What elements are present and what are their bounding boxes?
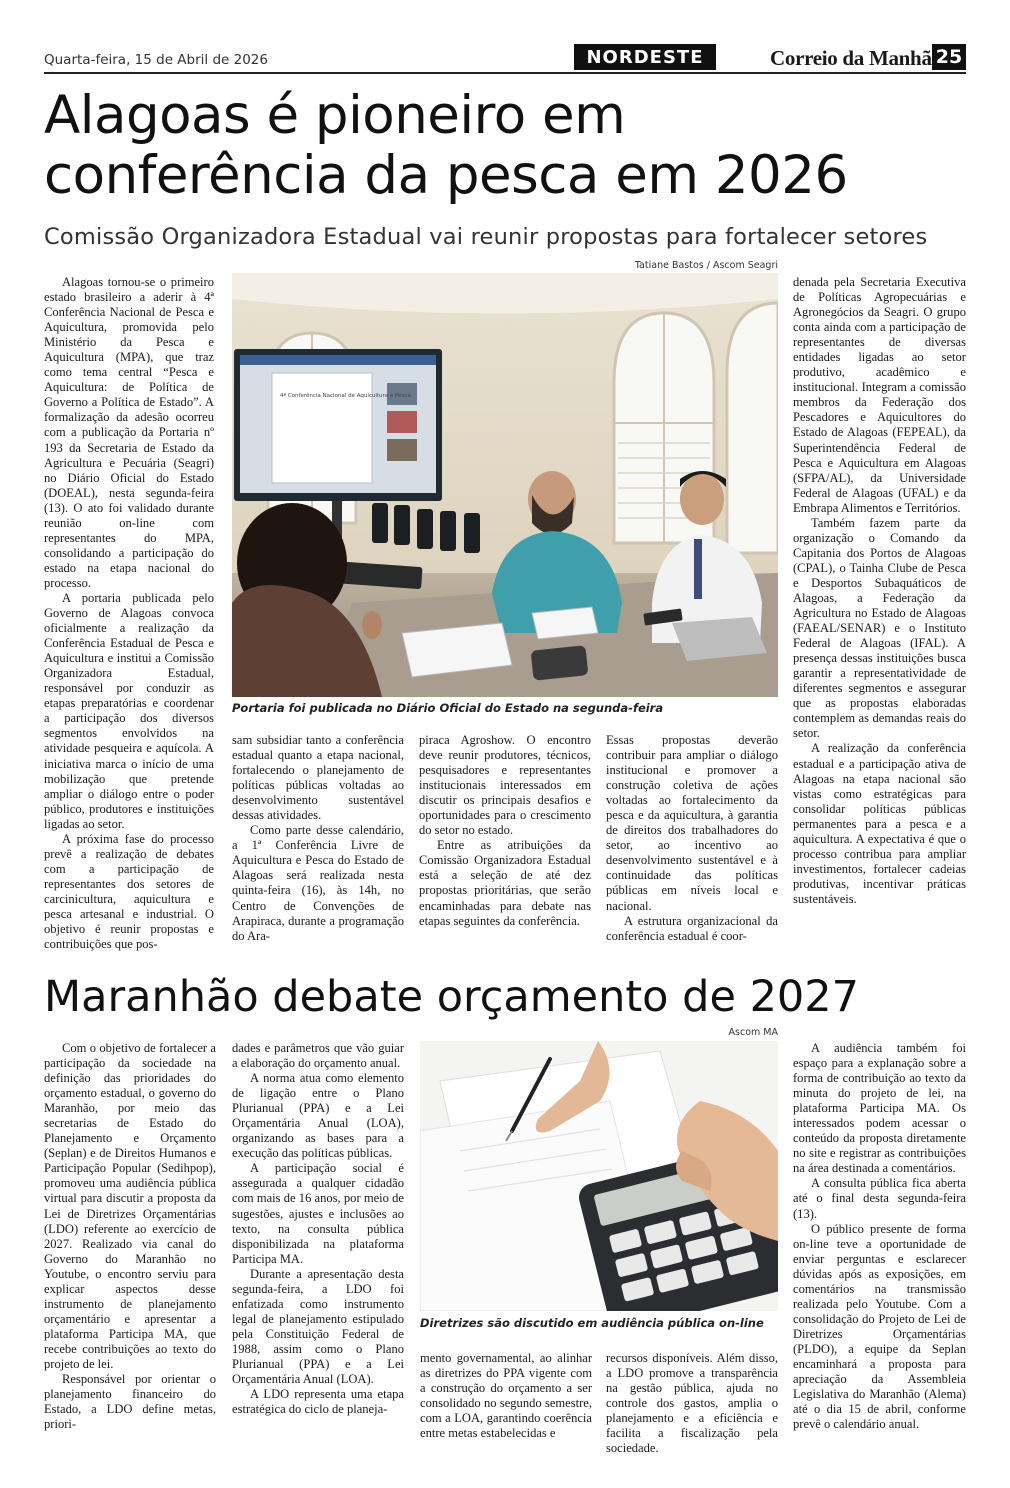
article2-column-4 [606, 1351, 778, 1456]
article2-column-5 [793, 1041, 966, 1432]
paragraph: mento governamental, ao alinhar as diretrizes do PPA vigente com a construção do orçamento a ser consolidado no segundo semestre, com a LOA, garantindo coerência entre metas estabelecidas e [420, 1351, 592, 1441]
paragraph: Também fazem parte da organização o Comando da Capitania dos Portos de Alagoas (CPAL), o Tainha Clube de Pesca e Desportos Subaquáticos de Alagoas, a Federação da Agricultura no Estado de Alagoas (FAEAL/SENAR) e o Instituto Federal de Alagoas (IFAL). A presença dessas instituições busca garantir a representatividade de diferentes segmentos e assegurar que as propostas elaboradas contemplem as demandas reais do setor. [793, 515, 966, 741]
article2-column-2 [232, 1041, 404, 1417]
article1-subtitle: Comissão Organizadora Estadual vai reunir propostas para fortalecer setores [44, 224, 928, 250]
paragraph: Essas propostas deverão contribuir para ampliar o diálogo institucional e promover a construção coletiva de ações voltadas ao fortalecimento da pesca e da aquicultura, à garantia de direitos dos trabalhadores do setor, ao incentivo ao desenvolvimento sustentável e à continuidade das políticas públicas em níveis local e nacional. [606, 733, 778, 913]
header-rule [44, 72, 966, 74]
article2-column-3 [420, 1351, 592, 1441]
monitor-slide-text: 4ª Conferência Nacional de Aquicultura e Pesca [280, 393, 411, 399]
paragraph: Entre as atribuições da Comissão Organizadora Estadual está a seleção de até dez propostas prioritárias, que serão encaminhadas para debate nas etapas seguintes da conferência. [419, 838, 591, 928]
issue-date: Quarta-feira, 15 de Abril de 2026 [44, 52, 268, 68]
article2-photo [420, 1041, 778, 1311]
paragraph: Durante a apresentação desta segunda-feira, a LDO foi enfatizada como instrumento legal de planejamento estipulado pela Constituição Federal de 1988, assim como o Plano Plurianual (PPA) e a Lei Orçamentária Anual (LOA). [232, 1266, 404, 1387]
article1-photo [232, 273, 778, 697]
paragraph: A audiência também foi espaço para a explanação sobre a forma de contribuição ao texto da minuta do projeto de lei, na plataforma Participa MA. Os interessados podem acessar o conteúdo da proposta diretamente no site e registrar as contribuições na área destinada a comentários. [793, 1041, 966, 1176]
paragraph: sam subsidiar tanto a conferência estadual quanto a etapa nacional, fortalecendo o planejamento de políticas públicas voltadas ao desenvolvimento sustentável dessas atividades. [232, 733, 404, 823]
article1-column-3 [419, 733, 591, 929]
paragraph: A LDO representa uma etapa estratégica do ciclo de planeja- [232, 1387, 404, 1417]
article2-headline: Maranhão debate orçamento de 2027 [44, 972, 860, 1022]
paragraph: denada pela Secretaria Executiva de Políticas Agropecuárias e Agronegócios da Seagri. O grupo conta ainda com a participação de representantes de diversas entidades ligadas ao setor produtivo, acadêmico e institucional. Integram a comissão membros da Federação dos Pescadores e Aquicultores do Estado de Alagoas (FEPEAL), da Superintendência Federal de Pesca e Aquicultura em Alagoas (SFPA/AL), da Universidade Federal de Alagoas (UFAL) e da Embrapa Alimentos e Territórios. [793, 275, 966, 515]
article1-column-4 [606, 733, 778, 944]
article1-column-2 [232, 733, 404, 944]
paragraph: piraca Agroshow. O encontro deve reunir produtores, técnicos, pesquisadores e representantes institucionais interessados em discutir os principais desafios e oportunidades para o crescimento do setor no estado. [419, 733, 591, 838]
paragraph: A próxima fase do processo prevê a realização de debates com a participação de representantes dos setores de carcinicultura, aquicultura e pesca artesanal e industrial. O objetivo é reunir propostas e contribuições que pos- [44, 831, 214, 952]
paragraph: recursos disponíveis. Além disso, a LDO promove a transparência na gestão pública, ajuda no controle dos gastos, amplia o planejamento e a eficiência e facilita a fiscalização pela sociedade. [606, 1351, 778, 1456]
paragraph: Responsável por orientar o planejamento financeiro do Estado, a LDO define metas, priori- [44, 1372, 216, 1432]
paragraph: A norma atua como elemento de ligação entre o Plano Plurianual (PPA) e a Lei Orçamentária Anual (LOA), organizando as bases para a execução das políticas públicas. [232, 1071, 404, 1161]
paragraph: O público presente de forma on-line teve a oportunidade de enviar perguntas e esclarecer dúvidas após as exposições, em comentários na transmissão realizada pelo Youtube. Com a consolidação do Projeto de Lei de Diretrizes Orçamentárias (PLDO), a equipe da Seplan encaminhará a proposta para apreciação da Assembleia Legislativa do Maranhão (Alema) até o dia 15 de abril, conforme prevê o calendário anual. [793, 1221, 966, 1432]
paragraph: Com o objetivo de fortalecer a participação da sociedade na definição das prioridades do orçamento estadual, o governo do Maranhão, por meio das secretarias de Estado do Planejamento e Orçamento (Seplan) e de Direitos Humanos e Participação Popular (Sedihpop), promoveu uma audiência pública virtual para discutir a proposta da Lei de Diretrizes Orçamentárias (LDO) referente ao exercício de 2027. Realizado via canal do Governo do Maranhão no Youtube, o encontro serviu para explicar aspectos desse instrumento de planejamento orçamentário e apresentar a plataforma Participa MA, que recebe contribuições ao texto do projeto de lei. [44, 1041, 216, 1371]
article1-photo-caption: Portaria foi publicada no Diário Oficial do Estado na segunda-feira [232, 701, 664, 715]
article1-photo-credit: Tatiane Bastos / Ascom Seagri [634, 260, 778, 271]
article1-column-5 [793, 275, 966, 907]
section-label: NORDESTE [574, 44, 716, 70]
page-number: 25 [932, 44, 966, 70]
article1-headline-line2: conferência da pesca em 2026 [44, 145, 848, 206]
paragraph: A realização da conferência estadual e a participação ativa de Alagoas na etapa nacional são vistas como estratégicas para consolidar políticas públicas permanentes para a pesca e a aquicultura. A expectativa é que o processo contribua para ampliar investimentos, fortalecer cadeias produtivas, incentivar práticas sustentáveis. [793, 741, 966, 906]
article1-headline [44, 86, 974, 206]
paragraph: Alagoas tornou-se o primeiro estado brasileiro a aderir à 4ª Conferência Nacional de Pesca e Aquicultura, promovida pelo Ministério da Pesca e Aquicultura (MPA), que traz como tema central “Pesca e Aquicultura: de Política de Governo a Política de Estado”. A formalização da adesão ocorreu com a publicação da Portaria nº 193 da Secretaria de Estado da Agricultura e Pecuária (Seagri) no Diário Oficial do Estado (DOEAL), nesta segunda-feira (13). O ato foi validado durante reunião on-line com representantes do MPA, consolidando a participação do estado na etapa nacional do processo. [44, 275, 214, 590]
newspaper-brand: Correio da Manhã [770, 46, 932, 70]
paragraph: dades e parâmetros que vão guiar a elaboração do orçamento anual. [232, 1041, 404, 1071]
article1-column-1 [44, 275, 214, 952]
article2-photo-credit: Ascom MA [728, 1027, 778, 1038]
article2-photo-caption: Diretrizes são discutido em audiência pública on-line [420, 1316, 764, 1330]
paragraph: Como parte desse calendário, a 1ª Conferência Livre de Aquicultura e Pesca do Estado de Alagoas será realizada nesta quinta-feira (16), às 14h, no Centro de Convenções de Arapiraca, durante a programação do Ara- [232, 823, 404, 943]
paragraph: A participação social é assegurada a qualquer cidadão com mais de 16 anos, por meio de sugestões, ajustes e inclusões ao texto, na consulta pública disponibilizada na plataforma Participa MA. [232, 1161, 404, 1266]
article1-headline-line1: Alagoas é pioneiro em [44, 85, 626, 146]
article2-column-1 [44, 1041, 216, 1432]
paragraph: A portaria publicada pelo Governo de Alagoas convoca oficialmente a realização da Conferência Estadual de Pesca e Aquicultura e institui a Comissão Organizadora Estadual, responsável por conduzir as etapas preparatórias e coordenar a participação dos diversos segmentos envolvidos na atividade pesqueira e aquícola. A iniciativa marca o início de uma mobilização que pretende ampliar o diálogo entre o poder público, produtores e instituições ligadas ao setor. [44, 590, 214, 831]
paragraph: A estrutura organizacional da conferência estadual é coor- [606, 913, 778, 943]
paragraph: A consulta pública fica aberta até o final desta segunda-feira (13). [793, 1176, 966, 1221]
